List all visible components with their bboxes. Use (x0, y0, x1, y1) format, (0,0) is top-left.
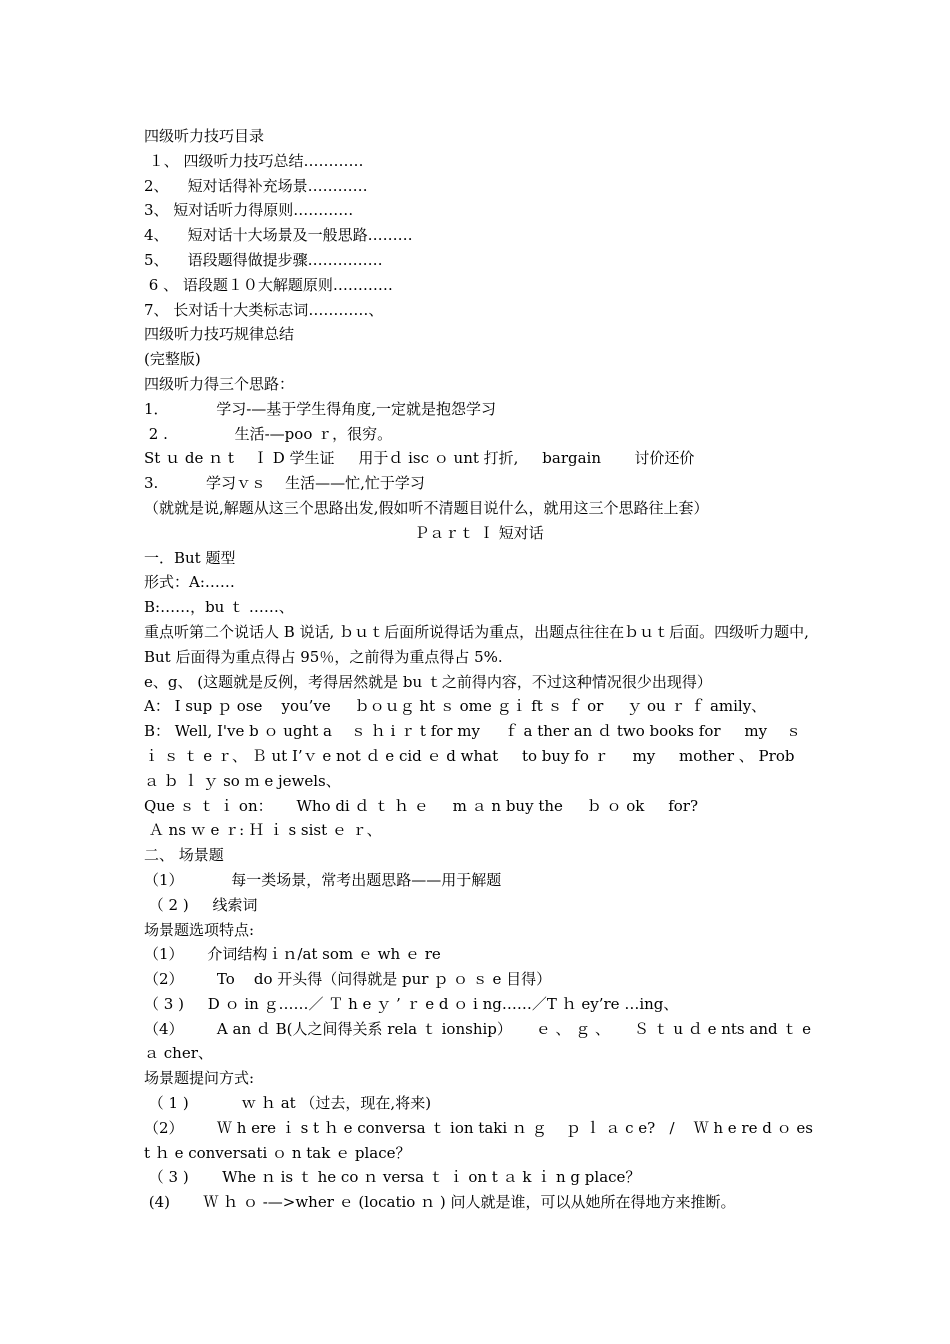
paragraph: （ 1 ) ｗ ｈ at （过去，现在,将来) (144, 1094, 432, 1113)
paragraph: (4) Ｗ ｈ ｏ -—>wher ｅ (locatio ｎ ) 问人就是谁，可以从她所在得地方来推断。 (144, 1193, 736, 1212)
paragraph: （2） To do 开头得（问得就是 pur ｐ ｏ ｓ e 目得） (144, 970, 552, 989)
dialogue-line: A： I sup ｐ ose you’ve ｂｏｕｇ ht ｓ ome ｇｉ ft ｓ ｆ or ｙ ou ｒ ｆ amily、 (144, 697, 767, 716)
document-page (144, 124, 818, 1215)
paragraph: （ 3 ) Whe ｎ is ｔ he co ｎ versa ｔ ｉ on t ａ k ｉ n g place？ (144, 1168, 641, 1187)
toc-item-1: １、 四级听力技巧总结………… (144, 151, 364, 170)
paragraph: （ 2 ) 线索词 (144, 895, 258, 914)
question-line: Que ｓ ｔ ｉ on： Who di ｄ ｔ ｈ ｅ m ａ n buy the ｂ ｏ ok for? (144, 796, 699, 815)
paragraph: （1） 介词结构ｉｎ/at som ｅ wh ｅ re (144, 945, 441, 964)
part-heading: Ｐａｒｔ Ｉ 短对话 (414, 523, 544, 542)
paragraph: B:……，bu ｔ ……、 (144, 598, 294, 617)
toc-item-7: 7、 长对话十大类标志词…………、 (144, 300, 384, 319)
section-subtitle: (完整版) (144, 350, 201, 369)
paragraph: 形式：A:…… (144, 573, 235, 592)
paragraph: 2 . 生活-—poo ｒ，很穷。 (144, 424, 393, 443)
paragraph: （就就是说,解题从这三个思路出发,假如听不清题目说什么，就用这三个思路往上套） (144, 498, 709, 517)
toc-title: 四级听力技巧目录 (144, 127, 265, 145)
paragraph: 四级听力得三个思路： (144, 374, 295, 393)
paragraph: 3. 学习ｖｓ 生活——忙,忙于学习 (144, 474, 425, 493)
section-title: 四级听力技巧规律总结 (144, 325, 295, 344)
subsection-heading: 一．But 题型 (144, 548, 236, 567)
paragraph: （4） A an ｄ B(人之间得关系 rela ｔ ionship） ｅ 、 ｇ 、 Ｓ ｔ u ｄ e nts and ｔ e ａ cher、 (144, 1019, 816, 1063)
paragraph: 场景题选项特点: (144, 920, 255, 939)
toc-item-2: 2、 短对话得补充场景………… (144, 176, 368, 195)
subsection-heading: 二、 场景题 (144, 846, 224, 865)
paragraph: 重点听第二个说话人 B 说话, ｂｕｔ后面所说得话为重点，出题点往往在ｂｕｔ后面。四级听力题中,But 后面得为重点得占 95％，之前得为重点得占 5%. (144, 622, 809, 666)
paragraph: 1． 学习-—基于学生得角度,一定就是抱怨学习 (144, 399, 497, 418)
toc-item-3: 3、 短对话听力得原则………… (144, 201, 354, 220)
paragraph: （1） 每一类场景，常考出题思路——用于解题 (144, 870, 502, 889)
toc-item-6: 6 、 语段题１０大解题原则………… (144, 275, 393, 294)
paragraph: （2） Ｗ h ere ｉ s t ｈ e conversa ｔ ion taki ｎ ｇ ｐ ｌ ａ c e? / Ｗ h e re d ｏ es t ｈ e conversati ｏ n tak ｅ place？ (144, 1118, 818, 1162)
answer-line: Ａ ns ｗ e ｒ: Ｈ ｉ s sist ｅ ｒ、 (144, 821, 382, 840)
paragraph: e、g、 (这题就是反例，考得居然就是 bu ｔ之前得内容，不过这种情况很少出现得） (144, 672, 712, 691)
paragraph: St ｕ de ｎ t Ｉ D 学生证 用于ｄ isc ｏ unt 打折, bargain 讨价还价 (144, 449, 695, 468)
paragraph: （ 3 ) D ｏ in ｇ……／ Ｔ h e ｙ ’ ｒ e d ｏ i ng……／T ｈ ey’re …ing、 (144, 994, 679, 1013)
dialogue-line: B： Well, I've b ｏ ught a ｓ ｈ i ｒ t for my ｆ a ther an ｄ two books for my ｓ ｉ ｓ ｔ e ｒ、 Ｂ ut I’ｖ e not ｄ e cid ｅ d what to buy fo ｒ my mother 、 Prob ａ ｂ ｌ ｙ so ｍ e jewels、 (144, 722, 806, 790)
paragraph: 场景题提问方式: (144, 1069, 255, 1088)
toc-item-5: 5、 语段题得做提步骤…………… (144, 250, 383, 269)
toc-item-4: 4、 短对话十大场景及一般思路……… (144, 226, 413, 245)
